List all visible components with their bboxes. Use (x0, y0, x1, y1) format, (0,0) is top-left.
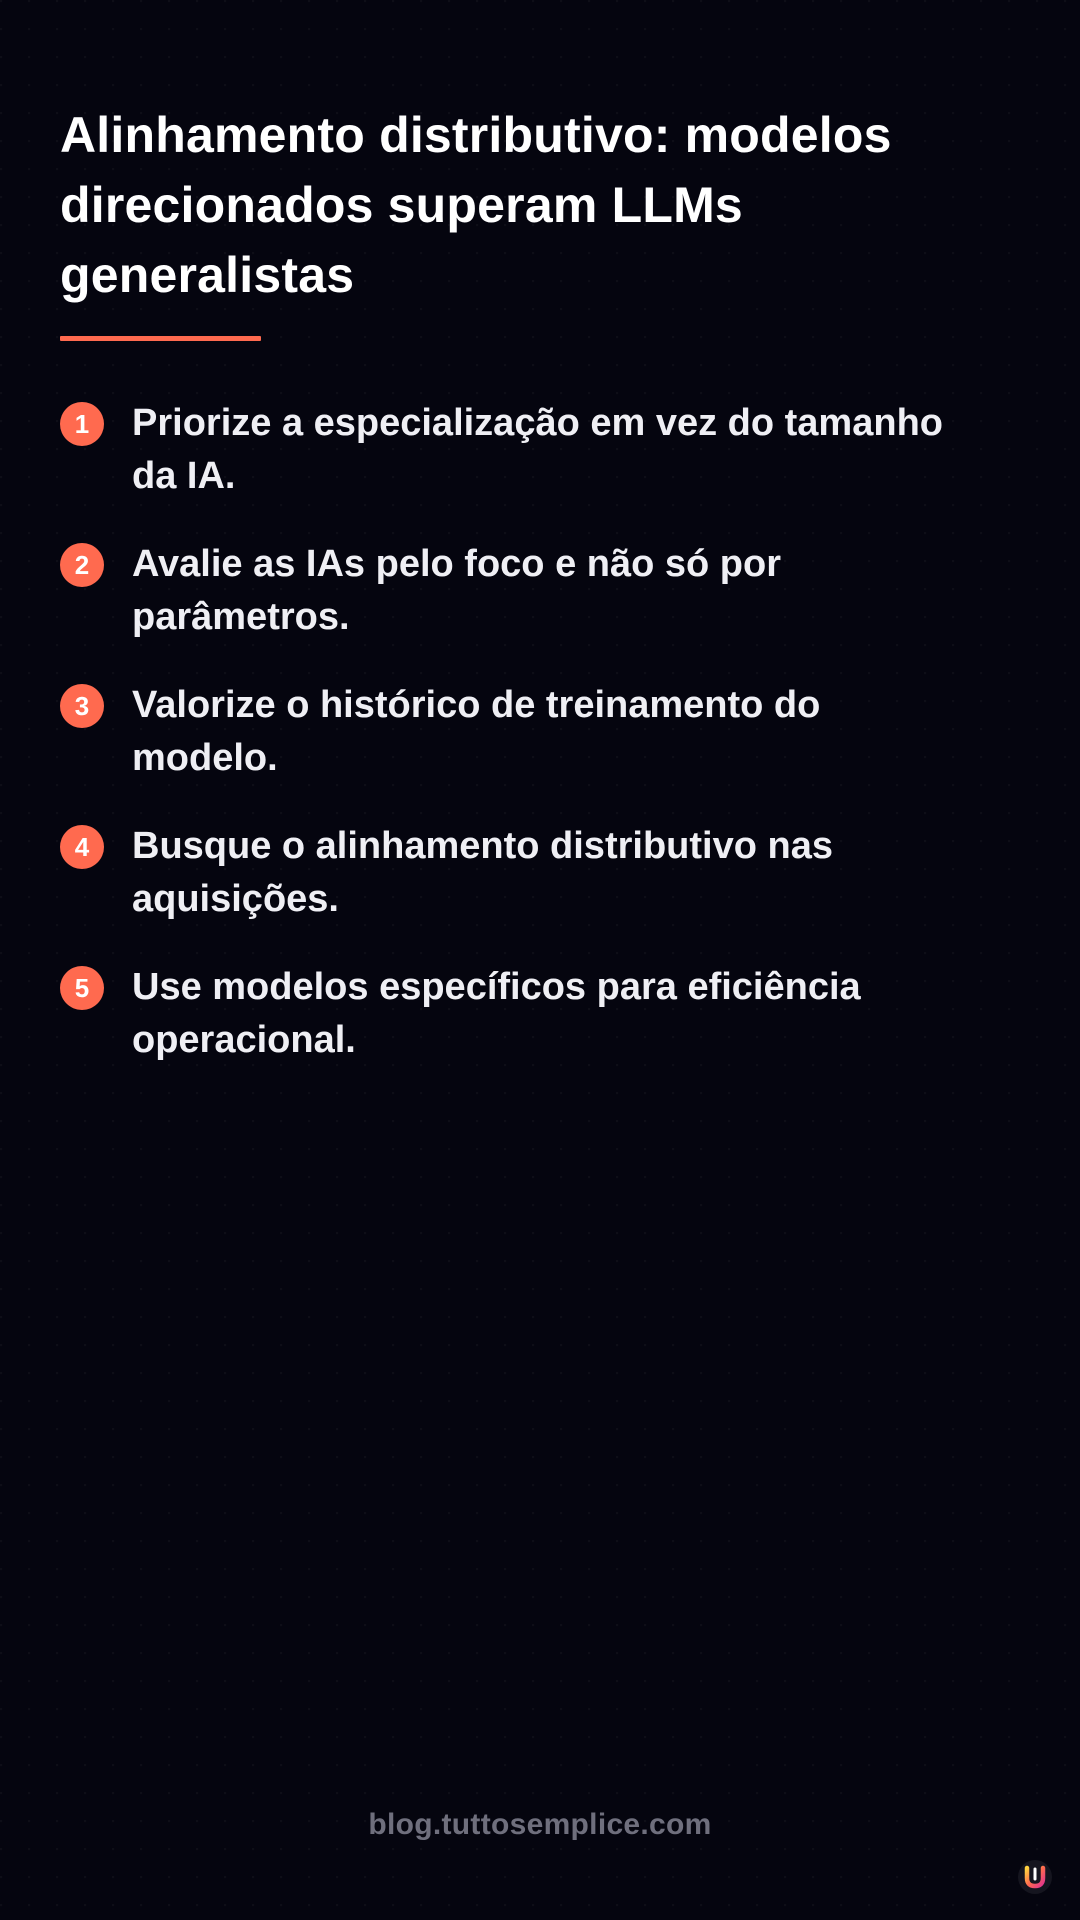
list-item-text: Priorize a especialização em vez do tamanho da IA. (132, 402, 943, 497)
footer-site-link[interactable]: blog.tuttosemplice.com (368, 1808, 712, 1841)
number-badge: 5 (60, 966, 104, 1010)
title-underline (60, 336, 261, 341)
list-item-text: Busque o alinhamento distributivo nas aquisições. (132, 825, 833, 920)
list-item (60, 679, 1020, 785)
brand-logo-icon (1018, 1860, 1052, 1894)
number-badge: 2 (60, 543, 104, 587)
list-item-text: Use modelos específicos para eficiência operacional. (132, 966, 861, 1061)
list-item-text: Valorize o histórico de treinamento do modelo. (132, 684, 821, 779)
list-item (60, 961, 1020, 1067)
list-item-text: Avalie as IAs pelo foco e não só por parâmetros. (132, 543, 781, 638)
tips-list (60, 397, 1020, 1067)
page-title: Alinhamento distributivo: modelos direcionados superam LLMs generalistas (60, 107, 892, 303)
list-item (60, 538, 1020, 644)
number-badge: 1 (60, 402, 104, 446)
list-item (60, 397, 1020, 503)
list-item (60, 820, 1020, 926)
number-badge: 3 (60, 684, 104, 728)
number-badge: 4 (60, 825, 104, 869)
